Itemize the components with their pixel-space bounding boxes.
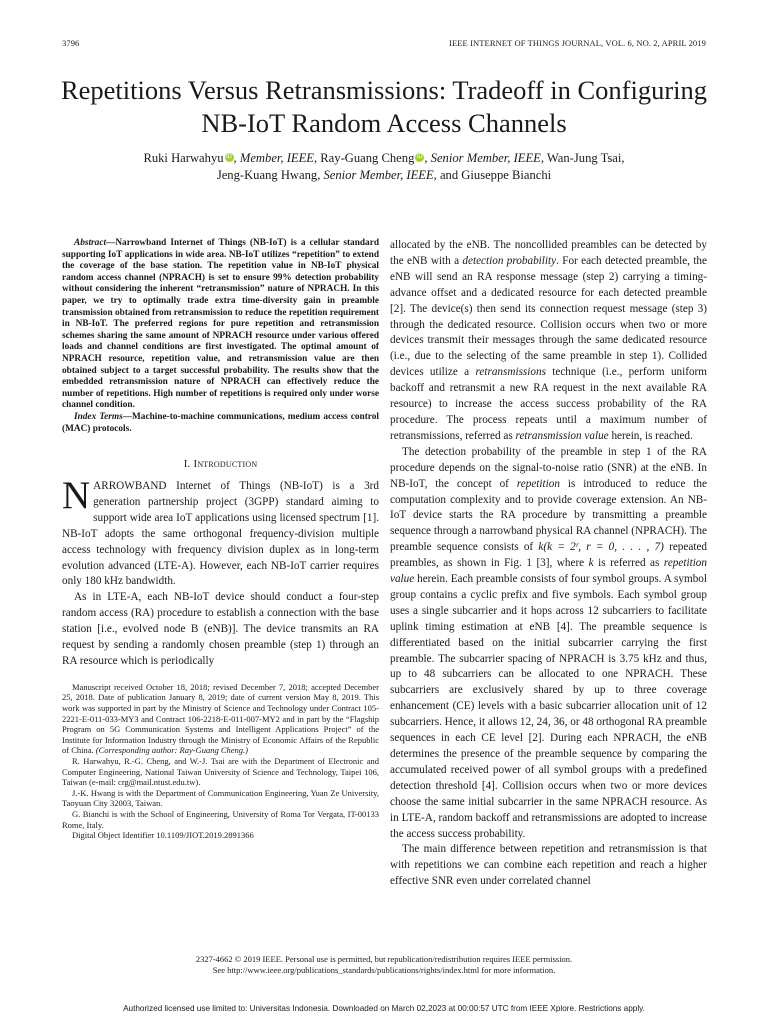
math-expression: k(k = 2ʳ, r = 0, . . . , 7) <box>538 541 664 554</box>
author-name: Giuseppe Bianchi <box>461 168 552 182</box>
corresponding-author: (Corresponding author: Ray-Guang Cheng.) <box>93 745 248 756</box>
copyright-notice <box>62 954 706 976</box>
index-terms-label: Index Terms <box>74 411 123 422</box>
author-list: Ruki Harwahyu iD , Member, IEEE, Ray-Guang Cheng iD , Senior Member, IEEE, Wan-Jung Tsai, Jeng-Kuang Hwang, Senior Member, IEEE, and Giuseppe Bianchi <box>143 151 625 182</box>
footnote-manuscript: Manuscript received October 18, 2018; revised December 7, 2018; accepted December 25, 2018. Date of publication January 8, 2019; date of current version May 8, 2019. This work was supported in part by the Ministry of Science and Technology under Contract 105-2221-E-011-033-MY3 and Contract 106-2218-E-011-007-MY2 and in part by the “Flagship Program on 5G Communication Systems and Intelligent Applications Project” of the Institute for Information Industry through the Ministry of Economic Affairs of the Republic of China. (Corresponding author: Ray-Guang Cheng.) <box>62 681 379 756</box>
abstract <box>62 238 379 412</box>
paragraph-text: Internet of Things (NB-IoT) is a 3rd generation partnership project (3GPP) standard aiming to support wide area IoT applications using licensed spectrum [1]. NB-IoT adopts the same orthogonal frequency-division multiple access technology with frequency division duplex as in long-term evolution advanced (LTE-A). However, each NB-IoT carrier requires only 180 kHz bandwidth. <box>62 480 379 588</box>
right-column <box>390 238 707 890</box>
footnote-doi: Digital Object Identifier 10.1109/JIOT.2019.2891366 <box>72 830 254 841</box>
paper-title: Repetitions Versus Retransmissions: Tradeoff in Configuring NB-IoT Random Access Channels <box>60 75 708 138</box>
author-role: Member, IEEE <box>239 151 314 165</box>
footnote-affiliation-3: G. Bianchi is with the School of Engineering, University of Roma Tor Vergata, IT-00133 Rome, Italy. <box>62 809 379 830</box>
orcid-icon[interactable]: iD <box>417 154 423 160</box>
intro-paragraph-2: As in LTE-A, each NB-IoT device should conduct a four-step random access (RA) procedure to establish a connection with the base station [i.e., evolved node B (eNB)]. The device transmits an RA request by sending a randomly chosen preamble (step 1) through an RA resource which is periodically <box>62 591 379 667</box>
footnote-affiliation-1: R. Harwahyu, R.-G. Cheng, and W.-J. Tsai are with the Department of Electronic and Computer Engineering, National Taiwan University of Science and Technology, Taipei 106, Taiwan (e-mail: crg@mail.ntust.edu.tw). <box>62 756 379 788</box>
abstract-text: —Narrowband Internet of Things (NB-IoT) is a cellular standard supporting IoT applications in wide area. NB-IoT utilizes “repetition” to extend the coverage of the base station. The repetition value in NB-IoT physical random access channel (NPRACH) is set to ensure 99% detection probability without considering the inherent “retransmission” nature of NPRACH. In this paper, we try to optimally trade extra time-diversity gain in preamble transmission obtained from retransmission to reduce the repetition requirement in NB-IoT. The preferred regions for pure repetition and retransmission schemes sharing the same amount of NPRACH resource under various offered loads and channel conditions are first investigated. The optimal amount of NPRACH resource, repetition value, and retransmission value are then obtained subject to a target successful probability. The results show that the embedded retransmission nature of NPRACH can effectively reduce the number of repetitions. High number of repetitions is required only under worse channel condition. <box>62 238 379 411</box>
author-role: Senior Member, IEEE <box>323 168 434 182</box>
author-name: Wan-Jung Tsai, <box>546 151 625 165</box>
running-header <box>62 38 706 50</box>
copyright-line-1: 2327-4662 © 2019 IEEE. Personal use is permitted, but republication/redistribution requires IEEE permission. <box>195 954 573 964</box>
orcid-icon[interactable]: iD <box>226 154 232 160</box>
section-heading <box>62 457 379 473</box>
section-title: Introduction <box>193 458 258 471</box>
journal-info: IEEE INTERNET OF THINGS JOURNAL, VOL. 6, NO. 2, APRIL 2019 <box>449 38 706 48</box>
section-number: I. <box>183 458 191 471</box>
drop-cap: N <box>62 474 91 517</box>
author-role: Senior Member, IEEE <box>430 151 541 165</box>
body-paragraph-1: allocated by the eNB. The noncollided preambles can be detected by the eNB with a detection probability. For each detected preamble, the eNB will send an RA response message (step 2) carrying a timing-advance offset and a dedicated resource for each detected preamble [2]. The device(s) then send its connection request message (step 3) through the dedicated resource. Collision occurs when two or more devices transmit their messages through the same dedicated resource (i.e., due to the selecting of the same preamble in step 1). Collided devices utilize a retransmissions technique (i.e., perform uniform backoff and retransmit a new RA request in the next available RA resource) to increase the access success probability of the RA procedure. The process repeats until a maximum number of retransmissions, referred as retransmission value herein, is reached. <box>390 239 707 442</box>
author-name: Ruki Harwahyu <box>143 151 224 165</box>
author-name: Jeng-Kuang Hwang <box>216 168 318 182</box>
body-paragraph-2: The detection probability of the preamble in step 1 of the RA procedure depends on the signal-to-noise ratio (SNR) at the eNB. In NB-IoT, the concept of repetition is introduced to reduce the computation complexity and to provide coverage extension. An NB-IoT device starts the RA procedure by transmitting a preamble sequence through a narrowband physical RA channel (NPRACH). The preamble sequence consists of k(k = 2ʳ, r = 0, . . . , 7) repeated preambles, as shown in Fig. 1 [3], where k is referred as repetition value herein. Each preamble consists of four symbol groups. A symbol group contains a cyclic prefix and five symbols. Each symbol group uses a single subcarrier and it hops across 12 subcarriers to facilitate uplink timing estimation at eNB [4]. The preamble sequence is differentiated based on the initial subcarrier carrying the first preamble. The subcarrier spacing of NPRACH is 3.75 kHz and thus, up to 48 subcarriers can be allocated to one NPRACH. These subcarriers are exclusively shared by up to three coverage enhancement (CE) levels with a basic subcarrier allocation unit of 12 subcarriers. Hence, it allows 12, 24, 36, or 48 orthogonal RA preamble sequences in each CE level [2]. During each NPRACH, the eNB determines the presence of the preamble sequence by comparing the accumulated received power of all symbol groups with a predefined detection threshold [4]. Collision occurs when two or more devices choose the same initial subcarrier in the same NPRACH resource. As in LTE-A, random backoff and retransmissions are adopted to increase the access success probability. <box>390 445 707 840</box>
index-terms <box>62 412 379 435</box>
author-name: Ray-Guang Cheng <box>320 151 415 165</box>
copyright-line-2[interactable]: See http://www.ieee.org/publications_standards/publications/rights/index.html for more information. <box>212 965 556 975</box>
footnotes <box>62 682 379 841</box>
index-terms-text: —Machine-to-machine communications, medium access control (MAC) protocols. <box>62 411 379 434</box>
body-paragraph-3: The main difference between repetition and retransmission is that with repetitions we can combine each repetition and reach a higher effective SNR even under correlated channel <box>390 843 707 888</box>
intro-paragraph-1 <box>62 474 379 590</box>
license-notice: Authorized licensed use limited to: Universitas Indonesia. Downloaded on March 02,2023 at 00:00:57 UTC from IEEE Xplore. Restrictions apply. <box>123 1004 645 1013</box>
left-column <box>62 238 379 841</box>
author-connector: , and <box>433 168 459 182</box>
page-number: 3796 <box>62 38 80 48</box>
footnote-affiliation-2: J.-K. Hwang is with the Department of Communication Engineering, Yuan Ze University, Taoyuan City 32003, Taiwan. <box>62 787 379 809</box>
abstract-label: Abstract <box>74 238 107 248</box>
lead-word: ARROWBAND <box>93 480 167 492</box>
